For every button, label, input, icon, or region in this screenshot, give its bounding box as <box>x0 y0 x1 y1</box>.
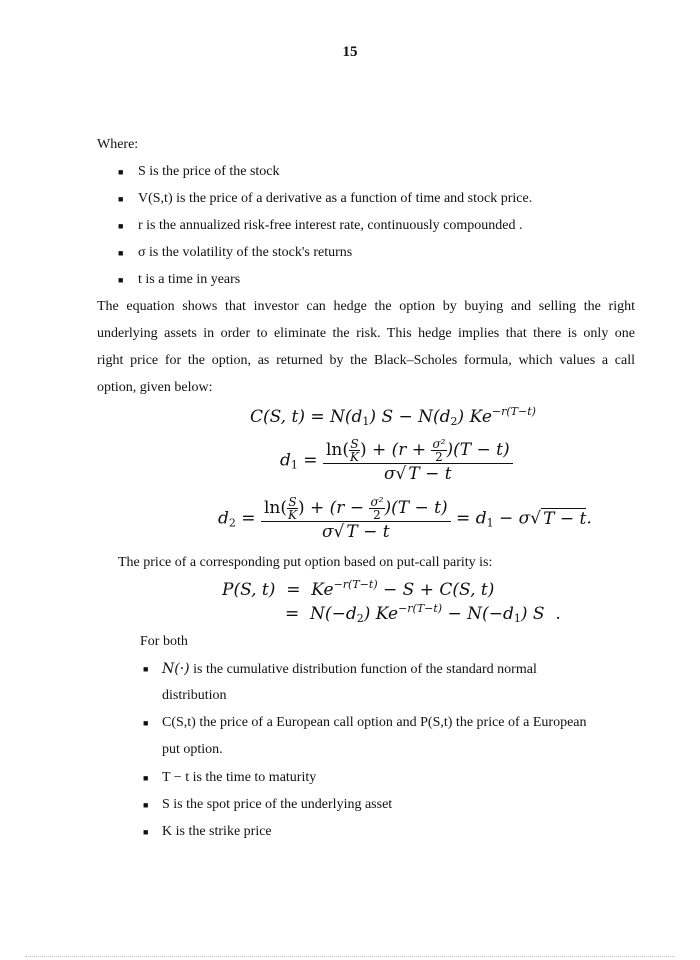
list-item: σ is the volatility of the stock's returns <box>138 245 353 260</box>
list-item: V(S,t) is the price of a derivative as a function of time and stock price. <box>138 191 533 206</box>
put-price-formula-line2: = $N(-d_2) Ke^{-r(T-t)} - N(-d_1)$ S . <box>285 602 561 625</box>
put-intro: The price of a corresponding put option based on put-call parity is: <box>118 555 493 570</box>
list-item: S is the price of the stock <box>138 164 280 179</box>
paragraph-line: underlying assets in order to eliminate the risk. This hedge implies that there is only one <box>97 326 635 341</box>
bullet-icon: ■ <box>118 167 124 177</box>
d1-formula: $d_1$ = ln( $\frac{S}{K}$ ) + (r + $\frac{\text{σ²}}{2}$ )(T − t) σ√ T − t <box>280 438 513 484</box>
bullet-icon: ■ <box>143 773 149 783</box>
d2-formula: $d_2$ = ln( $\frac{S}{K}$ ) + (r − $\frac{\text{σ²}}{2}$ )(T − t) σ√ T − t = $d_1 - \sigma√$ T − t. <box>218 495 592 542</box>
list-item-continuation: distribution <box>162 688 227 703</box>
list-item: T − t is the time to maturity <box>162 770 317 785</box>
list-item <box>162 661 537 678</box>
call-price-formula: C(S, $t) = N(d_1) S - N(d_2)$ $Ke^{-r(T-t)}$ <box>250 405 536 428</box>
where-label: Where: <box>97 137 139 152</box>
definition-text: is the cumulative distribution function of the standard normal <box>193 662 537 677</box>
paragraph-line: option, given below: <box>97 380 213 395</box>
n-function-symbol: N(·) <box>162 661 190 677</box>
bullet-icon: ■ <box>118 248 124 258</box>
bullet-icon: ■ <box>143 827 149 837</box>
bullet-icon: ■ <box>118 221 124 231</box>
bullet-icon: ■ <box>143 664 149 674</box>
list-item: S is the spot price of the underlying asset <box>162 797 393 812</box>
list-item: C(S,t) the price of a European call option and P(S,t) the price of a European <box>162 715 587 730</box>
bullet-icon: ■ <box>118 194 124 204</box>
page-bottom-border <box>25 956 675 957</box>
bullet-icon: ■ <box>143 800 149 810</box>
put-price-formula-line1: P(S, $t) = Ke^{-r(T-t)} - S + C(S$, t) <box>222 578 495 600</box>
list-item: K is the strike price <box>162 824 272 839</box>
page-number: 15 <box>342 44 358 60</box>
list-item: r is the annualized risk-free interest rate, continuously compounded . <box>138 218 523 233</box>
bullet-icon: ■ <box>143 718 149 728</box>
bullet-icon: ■ <box>118 275 124 285</box>
paragraph-line: right price for the option, as returned by the Black–Scholes formula, which values a call <box>97 353 635 368</box>
list-item: t is a time in years <box>138 272 241 287</box>
for-both-label: For both <box>140 634 188 649</box>
paragraph-line: The equation shows that investor can hedge the option by buying and selling the right <box>97 299 635 314</box>
list-item-continuation: put option. <box>162 742 223 757</box>
